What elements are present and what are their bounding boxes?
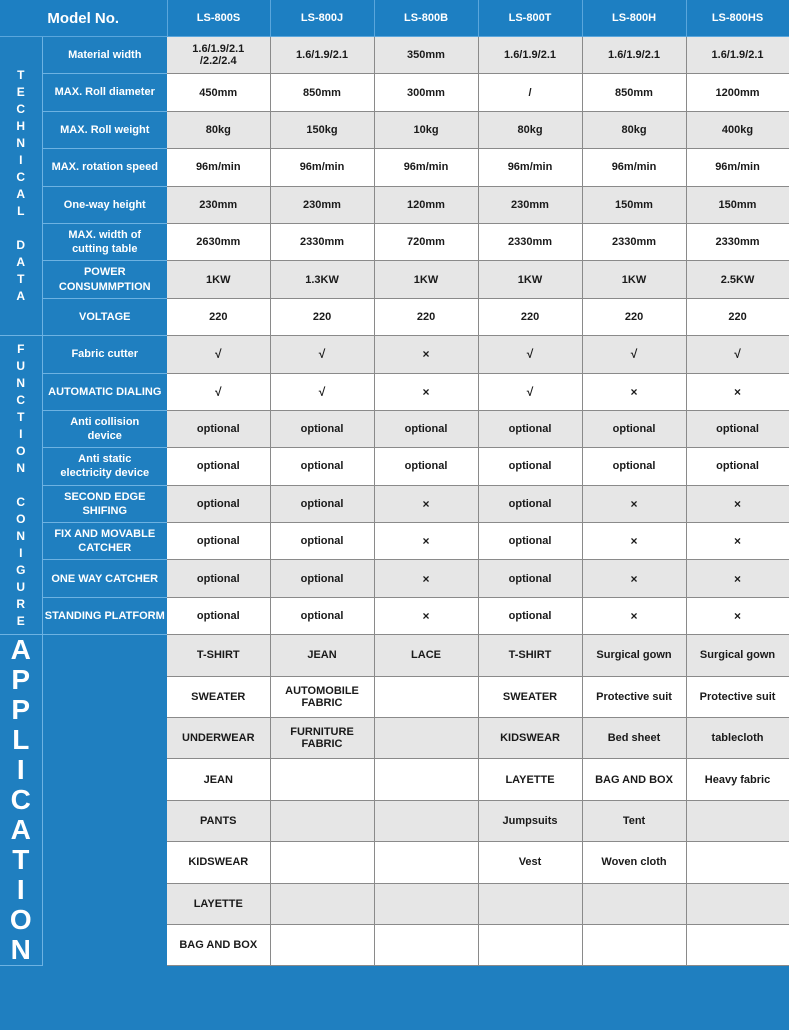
table-cell: √ [270, 373, 374, 410]
table-cell [686, 800, 789, 841]
table-row [0, 223, 789, 260]
table-cell: 220 [270, 298, 374, 335]
model-header: LS-800J [270, 0, 374, 37]
table-cell: 96m/min [478, 149, 582, 186]
table-cell: 230mm [167, 186, 270, 223]
table-cell: 220 [374, 298, 478, 335]
row-label: FIX AND MOVABLE CATCHER [42, 523, 167, 560]
table-cell: × [686, 560, 789, 597]
table-cell: PANTS [167, 800, 270, 841]
table-cell: BAG AND BOX [167, 924, 270, 965]
table-cell: UNDERWEAR [167, 718, 270, 759]
table-cell: × [686, 485, 789, 522]
table-cell [478, 924, 582, 965]
table-cell: optional [374, 448, 478, 485]
table-cell [686, 842, 789, 883]
table-cell [686, 883, 789, 924]
row-label: MAX. Roll diameter [42, 74, 167, 111]
table-cell: Protective suit [686, 676, 789, 717]
table-cell: 220 [582, 298, 686, 335]
table-cell: × [374, 597, 478, 634]
table-cell [270, 924, 374, 965]
section-application [0, 635, 42, 966]
table-cell: × [582, 523, 686, 560]
table-cell: optional [478, 485, 582, 522]
row-label: POWER CONSUMMPTION [42, 261, 167, 298]
table-row [0, 635, 789, 676]
table-cell: 1.6/1.9/2.1 [686, 37, 789, 74]
model-header: LS-800H [582, 0, 686, 37]
table-cell: optional [270, 410, 374, 447]
row-label: MAX. Roll weight [42, 111, 167, 148]
table-cell: optional [686, 410, 789, 447]
table-cell: 1KW [478, 261, 582, 298]
table-cell [374, 759, 478, 800]
table-cell [374, 718, 478, 759]
table-cell: 1.6/1.9/2.1 /2.2/2.4 [167, 37, 270, 74]
row-label: AUTOMATIC DIALING [42, 373, 167, 410]
section-title-text: F U N C T I O N C O N I G U R E [16, 341, 26, 628]
table-cell: optional [167, 560, 270, 597]
table-cell [686, 924, 789, 965]
table-cell [582, 883, 686, 924]
row-label: SECOND EDGE SHIFING [42, 485, 167, 522]
table-row [0, 560, 789, 597]
table-cell: 2.5KW [686, 261, 789, 298]
table-cell: optional [478, 448, 582, 485]
row-label: VOLTAGE [42, 298, 167, 335]
table-cell: optional [270, 448, 374, 485]
table-cell: 96m/min [374, 149, 478, 186]
table-cell: 96m/min [686, 149, 789, 186]
table-cell: Surgical gown [582, 635, 686, 676]
table-cell: 1.3KW [270, 261, 374, 298]
table-cell: Bed sheet [582, 718, 686, 759]
row-label: Anti static electricity device [42, 448, 167, 485]
table-cell: optional [167, 410, 270, 447]
footer-band [0, 966, 789, 1030]
table-cell: 10kg [374, 111, 478, 148]
table-cell [374, 800, 478, 841]
table-cell: LACE [374, 635, 478, 676]
table-cell: × [582, 560, 686, 597]
footer-filler [0, 966, 789, 1030]
table-cell: optional [270, 560, 374, 597]
table-row [0, 410, 789, 447]
table-cell: 2330mm [478, 223, 582, 260]
table-cell: × [686, 373, 789, 410]
row-label: Material width [42, 37, 167, 74]
model-header: LS-800HS [686, 0, 789, 37]
table-row [0, 111, 789, 148]
table-cell [478, 883, 582, 924]
table-row [0, 37, 789, 74]
table-cell: SWEATER [167, 676, 270, 717]
table-cell: 850mm [582, 74, 686, 111]
application-label-spacer [42, 635, 167, 966]
table-cell [374, 676, 478, 717]
table-cell: 1.6/1.9/2.1 [582, 37, 686, 74]
table-cell: 230mm [270, 186, 374, 223]
table-cell: 96m/min [582, 149, 686, 186]
section-title-text: A P P L I C A T I O N [9, 634, 32, 966]
row-label: Anti collision device [42, 410, 167, 447]
table-cell: 850mm [270, 74, 374, 111]
table-cell: 220 [167, 298, 270, 335]
table-cell: optional [167, 523, 270, 560]
table-cell: 300mm [374, 74, 478, 111]
table-cell: optional [478, 523, 582, 560]
table-cell: KIDSWEAR [167, 842, 270, 883]
table-cell: Tent [582, 800, 686, 841]
table-cell: 450mm [167, 74, 270, 111]
table-cell: AUTOMOBILE FABRIC [270, 676, 374, 717]
table-cell: T-SHIRT [167, 635, 270, 676]
table-cell: × [686, 523, 789, 560]
table-cell: Surgical gown [686, 635, 789, 676]
table-cell: 230mm [478, 186, 582, 223]
table-cell: √ [478, 373, 582, 410]
model-no-label: Model No. [0, 0, 167, 37]
row-label: STANDING PLATFORM [42, 597, 167, 634]
table-cell: 220 [686, 298, 789, 335]
table-cell: Jumpsuits [478, 800, 582, 841]
table-cell: √ [582, 336, 686, 373]
table-cell: 80kg [167, 111, 270, 148]
row-label: MAX. width of cutting table [42, 223, 167, 260]
table-cell: 2330mm [582, 223, 686, 260]
table-cell [374, 883, 478, 924]
table-cell: optional [582, 448, 686, 485]
table-cell: 2330mm [270, 223, 374, 260]
table-row [0, 74, 789, 111]
table-cell: √ [167, 336, 270, 373]
table-cell: Woven cloth [582, 842, 686, 883]
table-cell: × [374, 523, 478, 560]
table-cell [270, 842, 374, 883]
table-cell: LAYETTE [478, 759, 582, 800]
table-cell: 80kg [582, 111, 686, 148]
table-cell: 1.6/1.9/2.1 [478, 37, 582, 74]
table-cell: JEAN [167, 759, 270, 800]
table-cell: √ [167, 373, 270, 410]
table-cell: optional [686, 448, 789, 485]
table-cell [374, 842, 478, 883]
model-header: LS-800B [374, 0, 478, 37]
table-cell: 96m/min [270, 149, 374, 186]
table-cell: 350mm [374, 37, 478, 74]
table-row [0, 298, 789, 335]
table-cell: × [582, 373, 686, 410]
table-row [0, 149, 789, 186]
table-cell: √ [686, 336, 789, 373]
table-cell: optional [478, 560, 582, 597]
table-cell: T-SHIRT [478, 635, 582, 676]
table-row [0, 448, 789, 485]
table-cell: / [478, 74, 582, 111]
table-row [0, 485, 789, 522]
table-cell: 80kg [478, 111, 582, 148]
table-cell: LAYETTE [167, 883, 270, 924]
header-row [0, 0, 789, 37]
row-label: ONE WAY CATCHER [42, 560, 167, 597]
table-cell: × [374, 373, 478, 410]
table-cell: BAG AND BOX [582, 759, 686, 800]
model-header: LS-800T [478, 0, 582, 37]
table-cell: 720mm [374, 223, 478, 260]
table-cell [582, 924, 686, 965]
section-title-text: T E C H N I C A L D A T A [16, 68, 26, 304]
table-cell: Protective suit [582, 676, 686, 717]
table-cell: √ [270, 336, 374, 373]
table-cell: 2630mm [167, 223, 270, 260]
table-cell: × [686, 597, 789, 634]
table-cell: optional [270, 597, 374, 634]
table-cell: 150mm [686, 186, 789, 223]
table-cell: 96m/min [167, 149, 270, 186]
table-cell: optional [374, 410, 478, 447]
table-cell: FURNITURE FABRIC [270, 718, 374, 759]
table-cell: 1KW [374, 261, 478, 298]
table-cell: tablecloth [686, 718, 789, 759]
table-cell: √ [478, 336, 582, 373]
section-technical-data [0, 37, 42, 336]
row-label: One-way height [42, 186, 167, 223]
table-cell: optional [167, 448, 270, 485]
table-cell: optional [478, 597, 582, 634]
table-cell: KIDSWEAR [478, 718, 582, 759]
table-cell: SWEATER [478, 676, 582, 717]
table-cell: 120mm [374, 186, 478, 223]
table-cell: optional [167, 485, 270, 522]
table-cell [270, 800, 374, 841]
table-cell [270, 883, 374, 924]
table-cell: 2330mm [686, 223, 789, 260]
table-cell: × [582, 485, 686, 522]
table-cell: JEAN [270, 635, 374, 676]
table-cell: 1KW [582, 261, 686, 298]
table-row [0, 336, 789, 373]
table-cell: Vest [478, 842, 582, 883]
table-row [0, 186, 789, 223]
table-cell: 150mm [582, 186, 686, 223]
table-cell: 1.6/1.9/2.1 [270, 37, 374, 74]
table-row [0, 523, 789, 560]
table-row [0, 261, 789, 298]
table-cell: optional [270, 523, 374, 560]
table-row [0, 373, 789, 410]
table-cell: optional [582, 410, 686, 447]
table-row [0, 597, 789, 634]
table-cell: × [374, 560, 478, 597]
table-cell: 1KW [167, 261, 270, 298]
table-cell [270, 759, 374, 800]
table-cell: × [582, 597, 686, 634]
table-cell: optional [270, 485, 374, 522]
table-cell: × [374, 485, 478, 522]
table-cell: optional [167, 597, 270, 634]
table-cell: optional [478, 410, 582, 447]
section-function-configure [0, 336, 42, 635]
table-cell: Heavy fabric [686, 759, 789, 800]
table-cell [374, 924, 478, 965]
row-label: Fabric cutter [42, 336, 167, 373]
model-header: LS-800S [167, 0, 270, 37]
table-cell: 150kg [270, 111, 374, 148]
table-cell: 1200mm [686, 74, 789, 111]
table-cell: × [374, 336, 478, 373]
row-label: MAX. rotation speed [42, 149, 167, 186]
table-cell: 400kg [686, 111, 789, 148]
table-cell: 220 [478, 298, 582, 335]
